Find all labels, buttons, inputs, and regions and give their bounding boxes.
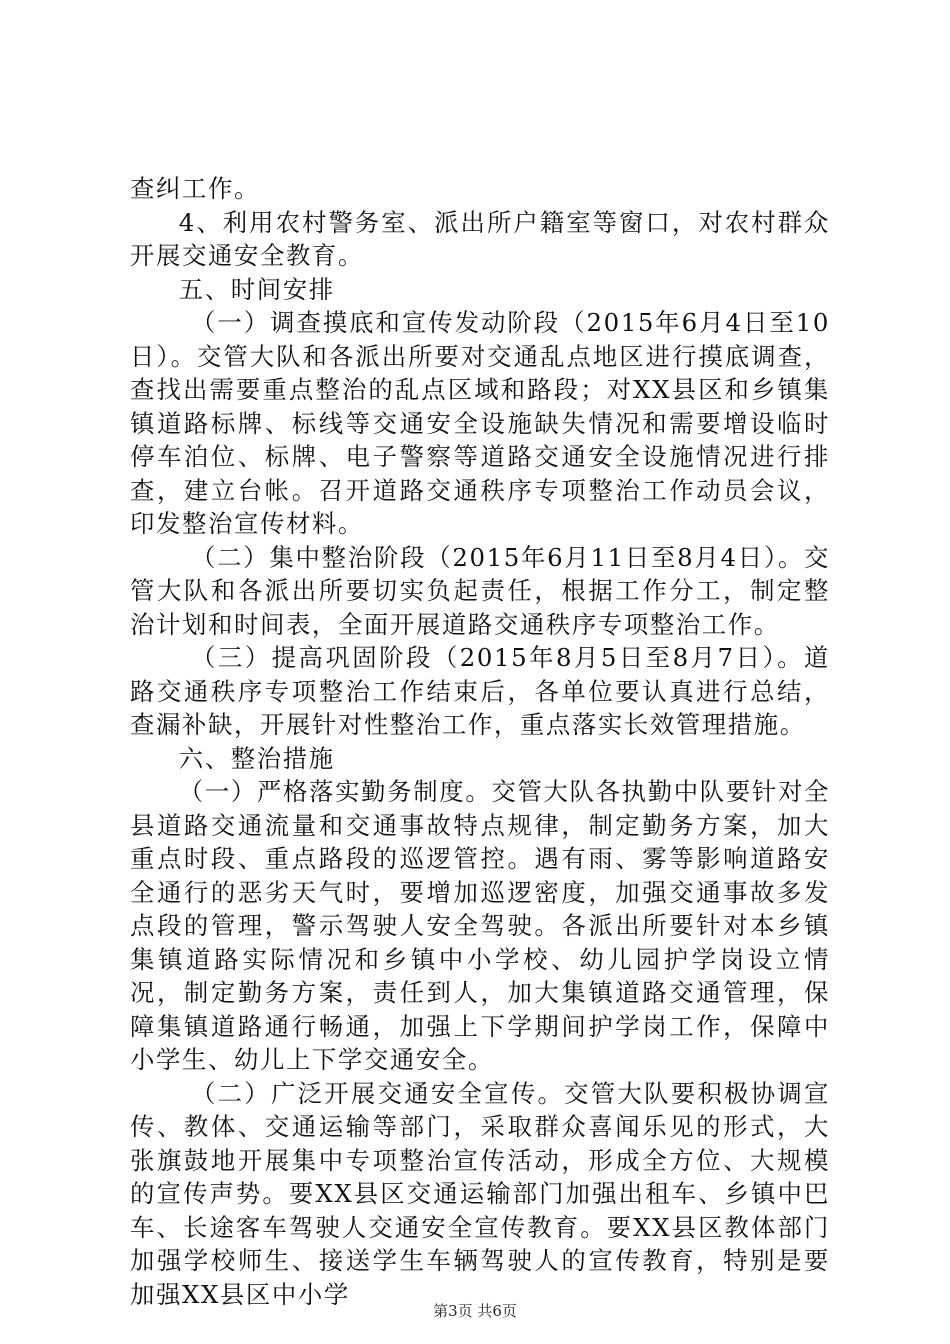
paragraph-measure-2: （二）广泛开展交通安全宣传。交管大队要积极协调宣传、教体、交通运输等部门，采取群众喜闻乐见的形式，大张旗鼓地开展集中专项整治宣传活动，形成全方位、大规模的宣传声势。要XX县区交通运输部门加强出租车、乡镇中巴车、长途客车驾驶人交通安全宣传教育。要XX县区教体部门加强学校师生、接送学生车辆驾驶人的宣传教育，特别是要加强XX县区中小学 [130,1078,830,1309]
paragraph-stage-2: （二）集中整治阶段（2015年6月11日至8月4日）。交管大队和各派出所要切实负起责任，根据工作分工，制定整治计划和时间表，全面开展道路交通秩序专项整治工作。 [130,542,830,639]
paragraph-stage-1: （一）调查摸底和宣传发动阶段（2015年6月4日至10日）。交管大队和各派出所要对交通乱点地区进行摸底调查，查找出需要重点整治的乱点区域和路段；对XX县区和乡镇集镇道路标牌、标线等交通安全设施缺失情况和需要增设临时停车泊位、标牌、电子警察等道路交通安全设施情况进行排查，建立台帐。召开道路交通秩序专项整治工作动员会议，印发整治宣传材料。 [130,308,830,538]
paragraph-stage-3: （三）提高巩固阶段（2015年8月5日至8月7日）。道路交通秩序专项整治工作结束后，各单位要认真进行总结，查漏补缺，开展针对性整治工作，重点落实长效管理措施。 [130,643,830,739]
paragraph-measure-1: （一）严格落实勤务制度。交管大队各执勤中队要针对全县道路交通流量和交通事故特点规律，制定勤务方案，加大重点时段、重点路段的巡逻管控。遇有雨、雾等影响道路安全通行的恶劣天气时，要增加巡逻密度，加强交通事故多发点段的管理，警示驾驶人安全驾驶。各派出所要针对本乡镇集镇道路实际情况和乡镇中小学校、幼儿园护学岗设立情况，制定勤务方案，责任到人，加大集镇道路交通管理，保障集镇道路通行畅通，加强上下学期间护学岗工作，保障中小学生、幼儿上下学交通安全。 [130,777,830,1074]
page-number-footer: 第3页 共6页 [433,1302,517,1320]
section-heading-measures: 六、整治措施 [178,743,335,773]
section-heading-schedule: 五、时间安排 [178,274,335,304]
document-body [130,172,830,1311]
paragraph-continuation: 查纠工作。 [130,174,260,203]
paragraph-item-4: 4、利用农村警务室、派出所户籍室等窗口，对农村群众开展交通安全教育。 [130,207,830,270]
